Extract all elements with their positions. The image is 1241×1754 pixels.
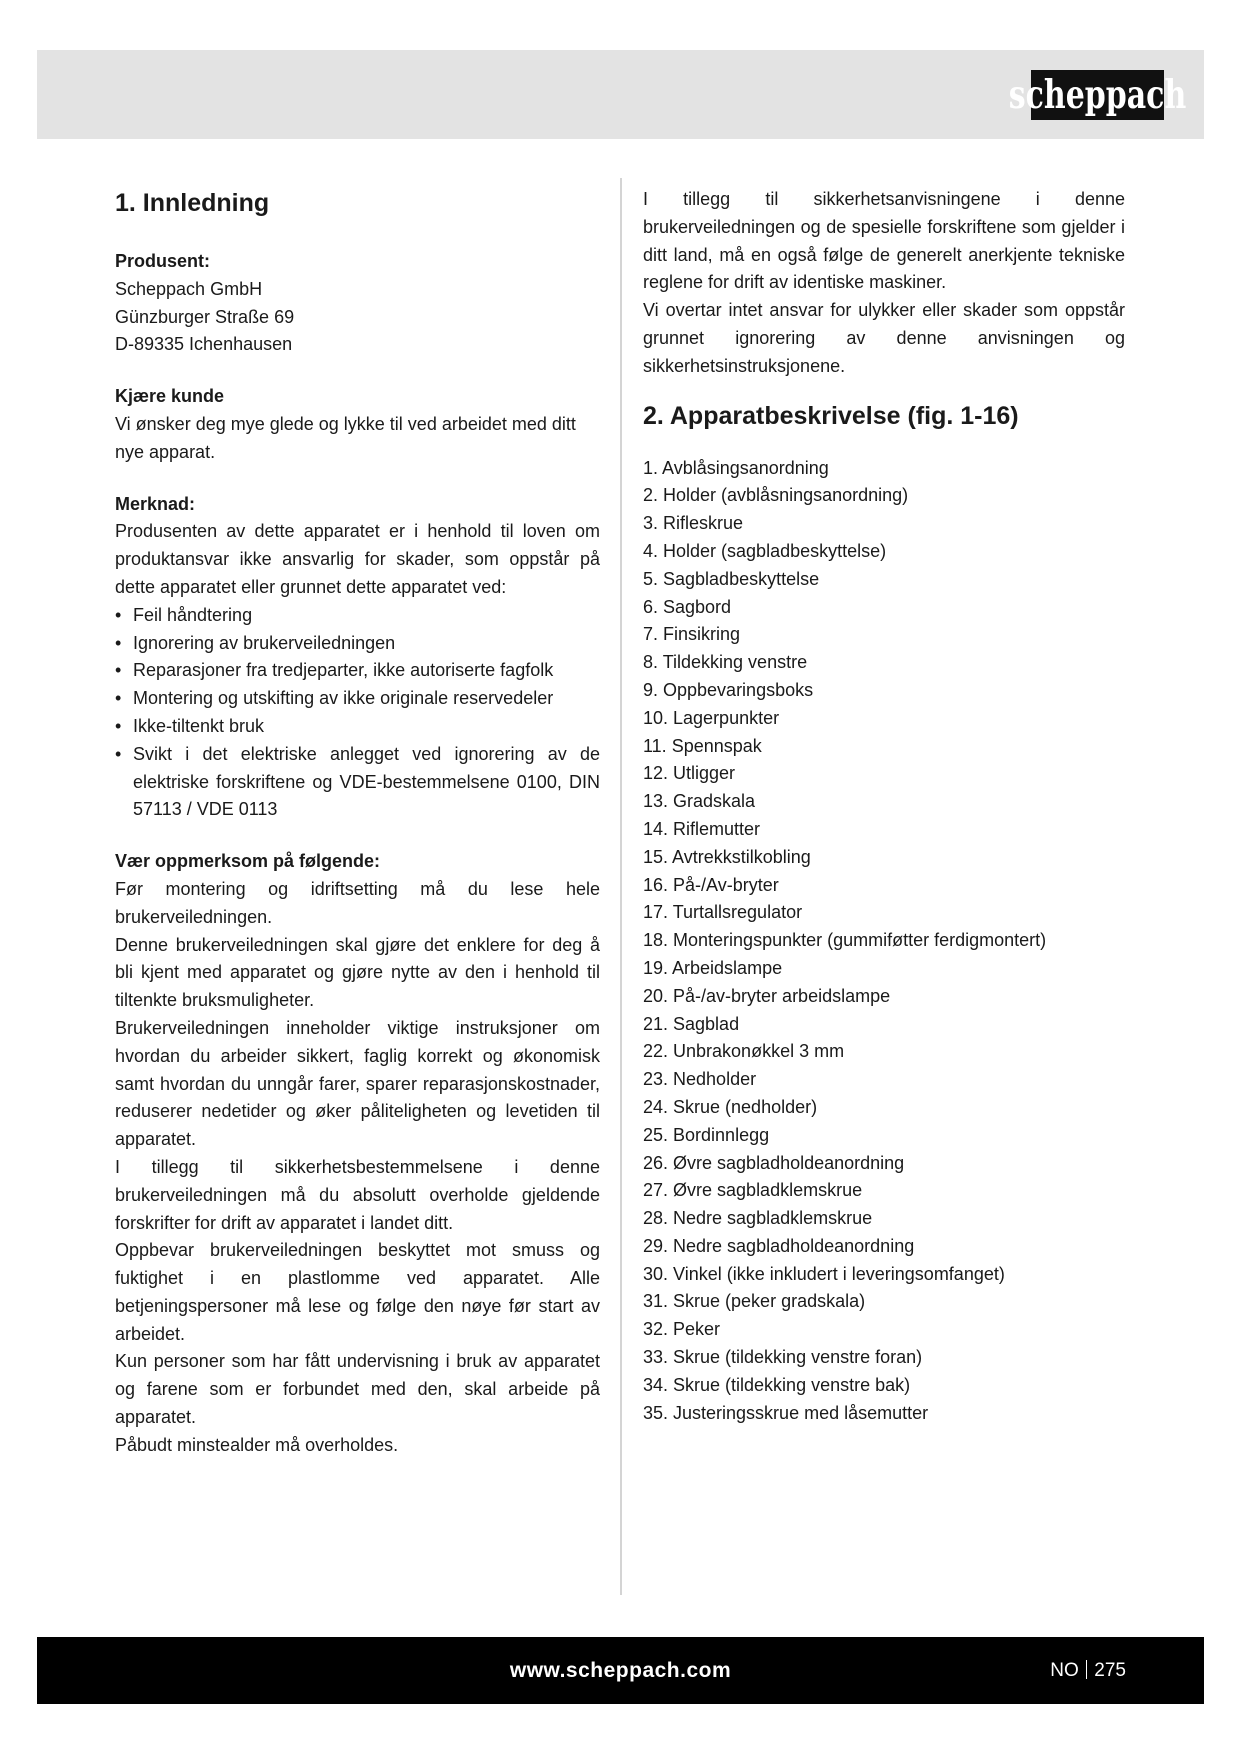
list-item: 14. Riflemutter [643, 818, 761, 839]
list-item: 27. Øvre sagbladklemskrue [643, 1180, 863, 1201]
section-title-introduction: 1. Innledning [115, 189, 270, 217]
list-item: 8. Tildekking venstre [643, 652, 808, 673]
list-item: 29. Nedre sagbladholdeanordning [643, 1235, 915, 1256]
list-item: 19. Arbeidslampe [643, 957, 783, 978]
attention-paragraph: Oppbevar brukerveiledningen beskyttet mot smuss og fuktighet i en plastlomme ved apparatet. Alle betjeningspersoner må lese og følge den nøye før start av arbeidet. [115, 1240, 600, 1344]
page-footer [37, 1637, 1204, 1704]
bullet-item: • Reparasjoner fra tredjeparter, ikke autoriserte fagfolk [115, 657, 600, 685]
manufacturer-line: Günzburger Straße 69 [115, 306, 295, 327]
list-item: 12. Utligger [643, 763, 736, 784]
list-item: 26. Øvre sagbladholdeanordning [643, 1152, 905, 1173]
bullet-item: • Montering og utskifting av ikke originale reservedeler [115, 685, 600, 713]
page-number [1050, 1637, 1126, 1704]
manufacturer-label: Produsent: [115, 251, 211, 271]
list-item: 13. Gradskala [643, 791, 756, 812]
list-item: 5. Sagbladbeskyttelse [643, 568, 820, 589]
list-item: 6. Sagbord [643, 596, 732, 617]
attention-paragraph: I tillegg til sikkerhetsbestemmelsene i denne brukerveiledningen må du absolutt overholde gjeldende forskrifter for drift av apparatet i landet ditt. [115, 1156, 600, 1233]
language-code: NO [1050, 1660, 1079, 1681]
intro-paragraph: Vi overtar intet ansvar for ulykker eller skader som oppstår grunnet ignorering av denne anvisningen og sikkerhetsinstruksjonene. [643, 300, 1125, 376]
left-column [115, 186, 600, 1460]
attention-label: Vær oppmerksom på følgende: [115, 851, 381, 872]
list-item: 9. Oppbevaringsboks [643, 679, 814, 700]
list-item: 28. Nedre sagbladklemskrue [643, 1208, 873, 1229]
list-item: 10. Lagerpunkter [643, 707, 780, 728]
brand-logo: scheppach [1031, 70, 1164, 120]
page-header [37, 50, 1204, 139]
bullet-item: • Ikke-tiltenkt bruk [115, 713, 600, 741]
list-item: 18. Monteringspunkter (gummiføtter ferdigmontert) [643, 930, 1047, 951]
attention-paragraph: Brukerveiledningen inneholder viktige instruksjoner om hvordan du arbeider sikkert, faglig korrekt og økonomisk samt hvordan du unngår farer, sparer reparasjonskostnader, reduserer nedetider og øker påliteligheten og levetiden til apparatet. [115, 1017, 600, 1150]
separator [1086, 1660, 1088, 1679]
list-item: 21. Sagblad [643, 1013, 740, 1034]
page-number-value: 275 [1094, 1660, 1126, 1681]
manufacturer-line: D-89335 Ichenhausen [115, 334, 293, 355]
section-title-device-description: 2. Apparatbeskrivelse (fig. 1-16) [643, 401, 1019, 430]
list-item: 25. Bordinnlegg [643, 1124, 770, 1145]
website-link[interactable]: www.scheppach.com [509, 1659, 732, 1682]
list-item: 2. Holder (avblåsningsanordning) [643, 485, 909, 506]
list-item: 32. Peker [643, 1319, 721, 1340]
list-item: 31. Skrue (peker gradskala) [643, 1291, 866, 1312]
list-item: 34. Skrue (tildekking venstre bak) [643, 1374, 911, 1395]
dear-customer-text: Vi ønsker deg mye glede og lykke til ved arbeidet med ditt nye apparat. [115, 413, 576, 462]
bullet-item: • Ignorering av brukerveiledningen [115, 630, 600, 658]
list-item: 20. På-/av-bryter arbeidslampe [643, 985, 891, 1006]
list-item: 30. Vinkel (ikke inkludert i leveringsomfanget) [643, 1263, 1005, 1284]
list-item: 22. Unbrakonøkkel 3 mm [643, 1041, 845, 1062]
list-item: 7. Finsikring [643, 624, 741, 645]
bullet-item: • Svikt i det elektriske anlegget ved ignorering av de elektriske forskriftene og VDE-bestemmelsene 0100, DIN 57113 / VDE 0113 [115, 741, 600, 824]
list-item: 23. Nedholder [643, 1069, 757, 1090]
list-item: 15. Avtrekkstilkobling [643, 846, 811, 867]
intro-paragraph: I tillegg til sikkerhetsanvisningene i denne brukerveiledningen og de spesielle forskriftene som gjelder i ditt land, må en også følge de generelt anerkjente tekniske reglene for drift av identiske maskiner. [643, 189, 1125, 293]
list-item: 4. Holder (sagbladbeskyttelse) [643, 540, 887, 561]
attention-paragraph: Før montering og idriftsetting må du lese hele brukerveiledningen. [115, 878, 600, 927]
right-column [643, 186, 1125, 1427]
list-item: 3. Rifleskrue [643, 513, 744, 534]
attention-paragraph: Kun personer som har fått undervisning i bruk av apparatet og farene som er forbundet med den, skal arbeide på apparatet. [115, 1351, 600, 1428]
parts-list [643, 455, 1125, 1428]
attention-paragraph: Påbudt minstealder må overholdes. [115, 1434, 399, 1455]
list-item: 24. Skrue (nedholder) [643, 1096, 818, 1117]
note-text: Produsenten av dette apparatet er i henhold til loven om produktansvar ikke ansvarlig for skader, som oppstår på dette apparatet eller grunnet dette apparatet ved: [115, 521, 600, 597]
bullet-item: • Feil håndtering [115, 602, 600, 630]
list-item: 1. Avblåsingsanordning [643, 457, 829, 478]
manufacturer-line: Scheppach GmbH [115, 278, 263, 299]
column-divider [620, 178, 622, 1595]
list-item: 16. På-/Av-bryter [643, 874, 779, 895]
dear-customer-label: Kjære kunde [115, 386, 225, 407]
list-item: 11. Spennspak [643, 735, 762, 756]
attention-paragraph: Denne brukerveiledningen skal gjøre det enklere for deg å bli kjent med apparatet og gjøre nytte av den i henhold til tiltenkte bruksmuligheter. [115, 934, 600, 1011]
list-item: 17. Turtallsregulator [643, 902, 803, 923]
list-item: 35. Justeringsskrue med låsemutter [643, 1402, 929, 1423]
list-item: 33. Skrue (tildekking venstre foran) [643, 1347, 923, 1368]
note-label: Merknad: [115, 493, 196, 514]
